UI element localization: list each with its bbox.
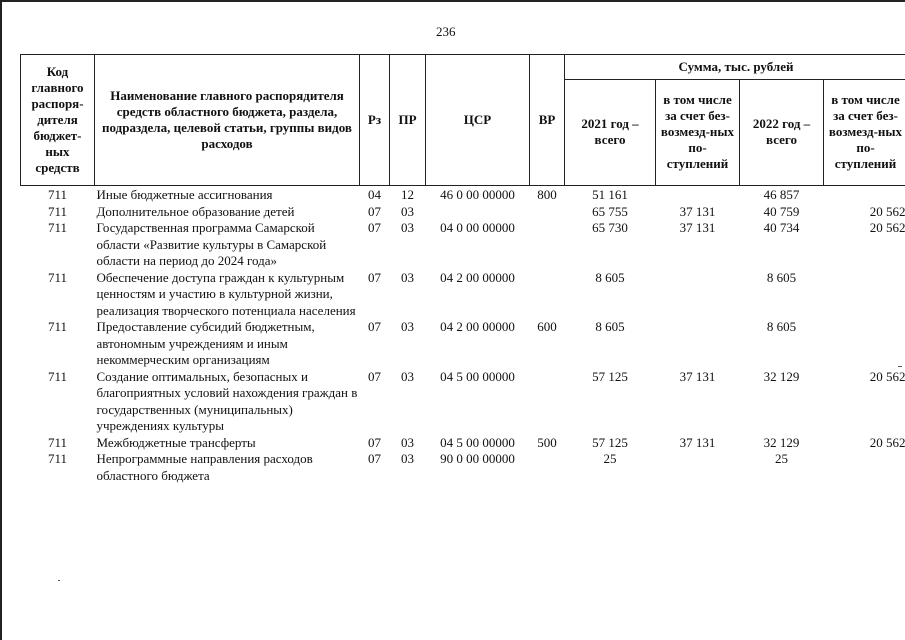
cell-2022-gratuitous (824, 270, 905, 320)
cell-csr: 04 2 00 00000 (440, 319, 515, 334)
cell-2022-gratuitous: 20 562 (869, 434, 905, 450)
cell-rz: 07 (368, 220, 381, 235)
header-2022-total: 2022 год – всего (740, 79, 824, 185)
cell-code: 711 (47, 203, 68, 219)
cell-2021-total: 51 161 (592, 187, 628, 202)
page-number: 236 (436, 24, 456, 39)
cell-csr (426, 204, 530, 221)
scan-mark (58, 580, 60, 581)
cell-code: 711 (47, 269, 68, 285)
cell-rz: 07 (368, 434, 381, 450)
cell-csr: 46 0 00 00000 (440, 187, 515, 202)
table-row (21, 270, 905, 320)
cell-2022-total: 32 129 (763, 434, 800, 450)
cell-2021-gratuitous: 37 131 (679, 434, 716, 450)
cell-2021-gratuitous (656, 186, 740, 204)
header-sum: Сумма, тыс. рублей (565, 55, 905, 80)
cell-2021-total: 8 605 (595, 269, 625, 285)
cell-2021-gratuitous: 37 131 (679, 368, 716, 384)
cell-2021-total: 25 (603, 451, 617, 466)
cell-2021-gratuitous (656, 270, 740, 320)
cell-csr: 04 5 00 00000 (440, 434, 515, 450)
table-row (21, 369, 905, 435)
cell-name: Государственная программа Самарской области «Развитие культуры в Самарской области на период до 2024 года» (96, 220, 327, 268)
budget-table (20, 54, 905, 484)
cell-2022-total: 40 734 (763, 220, 800, 235)
cell-pr: 03 (401, 269, 414, 285)
cell-csr: 04 2 00 00000 (440, 269, 515, 285)
header-2022-gratuitous: в том числе за счет без-возмезд-ных по-ступлений (824, 79, 905, 185)
cell-rz: 07 (368, 451, 381, 466)
cell-2021-total: 65 730 (592, 220, 628, 235)
table-row (21, 319, 905, 369)
header-name: Наименование главного распорядителя средств областного бюджета, раздела, подраздела, целевой статьи, группы видов расходов (95, 55, 360, 186)
cell-pr: 03 (401, 220, 414, 235)
cell-vr: 500 (537, 434, 557, 450)
cell-2021-gratuitous (656, 451, 740, 484)
cell-code: 711 (47, 187, 68, 202)
cell-vr (530, 369, 565, 435)
cell-name: Предоставление субсидий бюджетным, автономным учреждениям и иным некоммерческим организациям (96, 319, 315, 367)
cell-2021-gratuitous (656, 319, 740, 369)
cell-2022-gratuitous: 20 562 (869, 220, 905, 235)
cell-2022-total: 32 129 (763, 368, 800, 384)
cell-code: 711 (47, 451, 68, 466)
cell-pr: 03 (401, 203, 414, 219)
cell-2022-gratuitous (824, 319, 905, 369)
table-row (21, 220, 905, 270)
cell-vr: 600 (537, 319, 557, 334)
cell-pr: 03 (401, 368, 414, 384)
table-row (21, 435, 905, 452)
cell-rz: 07 (368, 368, 381, 384)
cell-pr: 03 (401, 434, 414, 450)
cell-code: 711 (47, 368, 68, 384)
left-border-line (0, 0, 2, 640)
cell-pr: 03 (401, 451, 414, 466)
cell-pr: 12 (401, 187, 414, 202)
cell-code: 711 (47, 319, 68, 334)
cell-name: Межбюджетные трансферты (96, 434, 256, 450)
cell-2021-total: 8 605 (595, 319, 625, 334)
cell-vr (530, 451, 565, 484)
cell-code: 711 (47, 220, 68, 235)
cell-2022-total: 46 857 (763, 187, 800, 202)
cell-name: Непрограммные направления расходов областного бюджета (96, 451, 313, 483)
table-row (21, 451, 905, 484)
cell-2022-gratuitous (824, 451, 905, 484)
table-row (21, 204, 905, 221)
header-rz: Рз (360, 55, 390, 186)
table-row (21, 186, 905, 204)
cell-2021-total: 57 125 (592, 434, 628, 450)
header-2021-gratuitous: в том числе за счет без-возмезд-ных по-ступлений (656, 79, 740, 185)
cell-2022-gratuitous: 20 562 (869, 203, 905, 219)
cell-2022-total: 25 (775, 451, 788, 466)
cell-csr: 04 0 00 00000 (440, 220, 515, 235)
cell-code: 711 (47, 434, 68, 450)
cell-rz: 07 (368, 269, 381, 285)
cell-csr: 90 0 00 00000 (440, 451, 515, 466)
cell-rz: 07 (368, 203, 381, 219)
cell-2022-total: 8 605 (766, 269, 797, 285)
scan-mark (898, 366, 902, 367)
cell-2021-gratuitous: 37 131 (679, 203, 716, 219)
cell-2022-gratuitous (824, 186, 905, 204)
cell-2022-total: 8 605 (766, 319, 797, 334)
cell-rz: 07 (368, 319, 381, 334)
cell-csr: 04 5 00 00000 (440, 368, 515, 384)
cell-vr (530, 204, 565, 221)
top-border-line (0, 0, 905, 2)
header-vr: ВР (530, 55, 565, 186)
cell-2022-gratuitous: 20 562 (869, 368, 905, 384)
cell-2021-total: 57 125 (592, 368, 628, 384)
cell-name: Дополнительное образование детей (96, 203, 295, 219)
cell-vr (530, 220, 565, 270)
cell-2021-total: 65 755 (592, 203, 628, 219)
header-2021-total: 2021 год – всего (565, 79, 656, 185)
header-pr: ПР (390, 55, 426, 186)
cell-name: Обеспечение доступа граждан к культурным ценностям и участию в культурной жизни, реализация творческого потенциала населения (96, 269, 356, 318)
header-code: Код главного распоря-дителя бюджет-ных средств (21, 55, 95, 186)
cell-vr: 800 (537, 187, 557, 202)
cell-vr (530, 270, 565, 320)
cell-name: Иные бюджетные ассигнования (96, 187, 273, 202)
cell-2022-total: 40 759 (763, 203, 800, 219)
cell-pr: 03 (401, 319, 414, 334)
header-csr: ЦСР (426, 55, 530, 186)
cell-rz: 04 (368, 187, 381, 202)
cell-name: Создание оптимальных, безопасных и благоприятных условий нахождения граждан в государственных (муниципальных) учреждениях культуры (96, 368, 358, 433)
cell-2021-gratuitous: 37 131 (679, 220, 716, 235)
